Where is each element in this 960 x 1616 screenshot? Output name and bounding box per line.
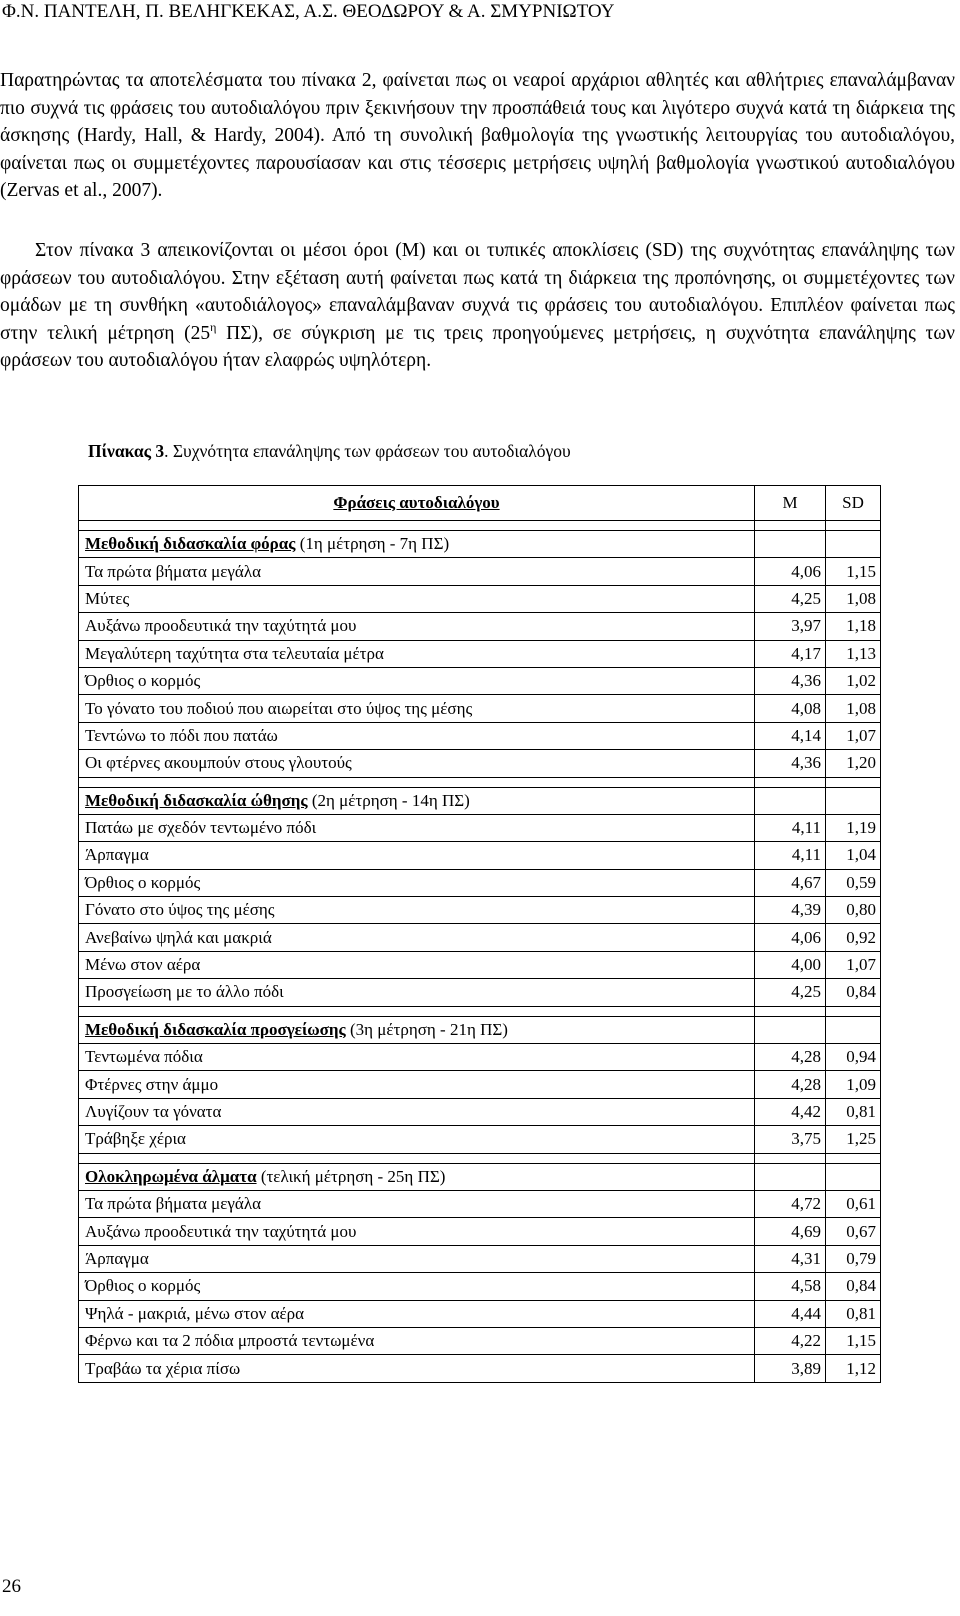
table-row: [79, 640, 881, 667]
table-row: [79, 1044, 881, 1071]
phrase-cell: Οι φτέρνες ακουμπούν στους γλουτούς: [79, 750, 755, 777]
header-phrase: Φράσεις αυτοδιαλόγου: [79, 486, 755, 521]
phrase-cell: Τα πρώτα βήματα μεγάλα: [79, 1190, 755, 1217]
sd-cell: 0,59: [826, 869, 881, 896]
sd-cell: 1,09: [826, 1071, 881, 1098]
sd-cell: 1,25: [826, 1126, 881, 1153]
m-cell: 4,31: [755, 1245, 826, 1272]
m-cell: 4,11: [755, 814, 826, 841]
section-title-rest: (1η μέτρηση - 7η ΠΣ): [295, 534, 450, 554]
phrase-cell: Άρπαγμα: [79, 1245, 755, 1272]
sd-cell: 0,94: [826, 1044, 881, 1071]
sd-cell: 1,08: [826, 585, 881, 612]
section-spacer: [79, 777, 881, 787]
sd-cell: 0,84: [826, 979, 881, 1006]
section-empty-cell: [755, 531, 826, 558]
sd-cell: 0,67: [826, 1218, 881, 1245]
phrase-cell: Μύτες: [79, 585, 755, 612]
sd-cell: 0,61: [826, 1190, 881, 1217]
phrase-cell: Πατάω με σχεδόν τεντωμένο πόδι: [79, 814, 755, 841]
m-cell: 4,44: [755, 1300, 826, 1327]
sd-cell: 1,13: [826, 640, 881, 667]
m-cell: 4,06: [755, 924, 826, 951]
table-row: [79, 1071, 881, 1098]
table-row: [79, 979, 881, 1006]
sd-cell: 1,07: [826, 951, 881, 978]
sd-cell: 1,19: [826, 814, 881, 841]
phrase-cell: Προσγείωση με το άλλο πόδι: [79, 979, 755, 1006]
spacer-cell: [79, 1153, 755, 1163]
sd-cell: 0,80: [826, 897, 881, 924]
table-row: [79, 1273, 881, 1300]
spacer-cell: [79, 777, 755, 787]
section-title-row: [79, 531, 881, 558]
table-row: [79, 750, 881, 777]
m-cell: 4,11: [755, 842, 826, 869]
table-caption-text: . Συχνότητα επανάληψης των φράσεων του αυτοδιαλόγου: [164, 441, 571, 461]
m-cell: 4,36: [755, 750, 826, 777]
sd-cell: 0,81: [826, 1300, 881, 1327]
phrase-cell: Το γόνατο του ποδιού που αιωρείται στο ύψος της μέσης: [79, 695, 755, 722]
phrase-cell: Όρθιος ο κορμός: [79, 667, 755, 694]
sd-cell: 1,20: [826, 750, 881, 777]
m-cell: 4,25: [755, 585, 826, 612]
m-cell: 4,06: [755, 558, 826, 585]
phrase-cell: Λυγίζουν τα γόνατα: [79, 1098, 755, 1125]
section-empty-cell: [755, 1163, 826, 1190]
sd-cell: 1,15: [826, 1327, 881, 1354]
table-row: [79, 613, 881, 640]
section-title: [79, 1163, 755, 1190]
sd-cell: 0,81: [826, 1098, 881, 1125]
phrase-cell: Όρθιος ο κορμός: [79, 1273, 755, 1300]
sd-cell: 0,92: [826, 924, 881, 951]
section-title-bold: Μεθοδική διδασκαλία προσγείωσης: [85, 1019, 346, 1039]
table-row: [79, 722, 881, 749]
section-title: [79, 787, 755, 814]
section-empty-cell: [826, 1163, 881, 1190]
phrase-cell: Τεντωμένα πόδια: [79, 1044, 755, 1071]
running-header: Φ.Ν. ΠΑΝΤΕΛΗ, Π. ΒΕΛΗΓΚΕΚΑΣ, Α.Σ. ΘΕΟΔΩΡΟΥ & Α. ΣΜΥΡΝΙΩΤΟΥ: [2, 1, 615, 22]
table-row: [79, 558, 881, 585]
phrase-cell: Αυξάνω προοδευτικά την ταχύτητά μου: [79, 1218, 755, 1245]
m-cell: 4,58: [755, 1273, 826, 1300]
section-empty-cell: [826, 787, 881, 814]
m-cell: 4,28: [755, 1044, 826, 1071]
spacer-cell: [79, 1006, 755, 1016]
table-caption: [88, 439, 571, 463]
m-cell: 4,14: [755, 722, 826, 749]
m-cell: 4,69: [755, 1218, 826, 1245]
phrase-cell: Μεγαλύτερη ταχύτητα στα τελευταία μέτρα: [79, 640, 755, 667]
phrase-cell: Γόνατο στο ύψος της μέσης: [79, 897, 755, 924]
m-cell: 4,28: [755, 1071, 826, 1098]
m-cell: 4,39: [755, 897, 826, 924]
sd-cell: 1,08: [826, 695, 881, 722]
table-row: [79, 1245, 881, 1272]
section-empty-cell: [755, 1016, 826, 1043]
section-title-rest: (τελική μέτρηση - 25η ΠΣ): [256, 1166, 446, 1186]
section-empty-cell: [826, 531, 881, 558]
section-title: [79, 531, 755, 558]
sd-cell: 0,79: [826, 1245, 881, 1272]
paragraph-1: Παρατηρώντας τα αποτελέσματα του πίνακα 2, φαίνεται πως οι νεαροί αρχάριοι αθλητές και αθλήτριες επαναλάμβαναν πιο συχνά τις φράσεις του αυτοδιαλόγου πριν ξεκινήσουν την προσπάθειά τους και λιγότερο συχνά κατά τη διάρκεια της άσκησης (Hardy, Hall, & Hardy, 2004). Από τη συνολική βαθμολογία της γνωστικής λειτουργίας του αυτοδιαλόγου, φαίνεται πως οι συμμετέχοντες παρουσίασαν και στις τέσσερις μετρήσεις υψηλή βαθμολογία γνωστικού αυτοδιαλόγου (Zervas et al., 2007).: [0, 70, 955, 202]
section-spacer: [79, 1153, 881, 1163]
sd-cell: 1,07: [826, 722, 881, 749]
phrase-cell: Τεντώνω το πόδι που πατάω: [79, 722, 755, 749]
table-caption-label: Πίνακας 3: [88, 441, 165, 461]
phrase-cell: Όρθιος ο κορμός: [79, 869, 755, 896]
frequency-table: [78, 485, 881, 1383]
table-row: [79, 1300, 881, 1327]
m-cell: 3,89: [755, 1355, 826, 1382]
phrase-cell: Μένω στον αέρα: [79, 951, 755, 978]
table-row: [79, 897, 881, 924]
spacer-cell: [79, 521, 755, 531]
paragraph-2: [0, 237, 955, 375]
spacer-cell: [755, 777, 826, 787]
m-cell: 4,00: [755, 951, 826, 978]
m-cell: 4,17: [755, 640, 826, 667]
section-title-bold: Ολοκληρωμένα άλματα: [85, 1166, 257, 1186]
spacer-cell: [755, 1006, 826, 1016]
table-row: [79, 1355, 881, 1382]
table-row: [79, 1218, 881, 1245]
header-m: M: [755, 486, 826, 521]
page-number: 26: [2, 1576, 21, 1597]
table-row: [79, 1126, 881, 1153]
phrase-cell: Τραβάω τα χέρια πίσω: [79, 1355, 755, 1382]
m-cell: 4,08: [755, 695, 826, 722]
table-header-row: [79, 486, 881, 521]
m-cell: 4,72: [755, 1190, 826, 1217]
section-title: [79, 1016, 755, 1043]
section-title-row: [79, 1163, 881, 1190]
phrase-cell: Ψηλά - μακριά, μένω στον αέρα: [79, 1300, 755, 1327]
table-row: [79, 814, 881, 841]
section-title-rest: (2η μέτρηση - 14η ΠΣ): [307, 790, 470, 810]
phrase-cell: Φτέρνες στην άμμο: [79, 1071, 755, 1098]
section-empty-cell: [826, 1016, 881, 1043]
table-row: [79, 1190, 881, 1217]
table-row: [79, 695, 881, 722]
table-row: [79, 1327, 881, 1354]
paragraph-2-text-a: Στον πίνακα 3 απεικονίζονται οι μέσοι όροι (M) και οι τυπικές αποκλίσεις (SD) της συχνότητας επανάληψης των φράσεων του αυτοδιαλόγου. Στην εξέταση αυτή φαίνεται πως κατά τη διάρκεια της προπόνησης, οι συμμετέχοντες των ομάδων με τη συνθήκη «αυτοδιάλογος» επαναλάμβαναν συχνά τις φράσεις του αυτοδιαλόγου. Επιπλέον φαίνεται πως στην τελική μέτρηση (25: [0, 240, 955, 344]
phrase-cell: Αυξάνω προοδευτικά την ταχύτητά μου: [79, 613, 755, 640]
spacer-cell: [826, 1153, 881, 1163]
table-body: [79, 486, 881, 1383]
table-row: [79, 585, 881, 612]
phrase-cell: Ανεβαίνω ψηλά και μακριά: [79, 924, 755, 951]
sd-cell: 1,12: [826, 1355, 881, 1382]
table-row: [79, 869, 881, 896]
spacer-cell: [826, 777, 881, 787]
table-row: [79, 667, 881, 694]
sd-cell: 1,18: [826, 613, 881, 640]
section-spacer: [79, 521, 881, 531]
header-sd: SD: [826, 486, 881, 521]
spacer-cell: [755, 1153, 826, 1163]
table-row: [79, 1098, 881, 1125]
phrase-cell: Φέρνω και τα 2 πόδια μπροστά τεντωμένα: [79, 1327, 755, 1354]
m-cell: 3,75: [755, 1126, 826, 1153]
table-row: [79, 951, 881, 978]
paragraph-2-text-b: ΠΣ), σε σύγκριση με τις τρεις προηγούμενες μετρήσεις, η συχνότητα επανάληψης των φράσεων του αυτοδιαλόγου ήταν ελαφρώς υψηλότερη.: [0, 322, 955, 372]
sd-cell: 1,04: [826, 842, 881, 869]
section-spacer: [79, 1006, 881, 1016]
section-title-rest: (3η μέτρηση - 21η ΠΣ): [345, 1019, 508, 1039]
superscript: η: [210, 319, 217, 334]
section-empty-cell: [755, 787, 826, 814]
table-row: [79, 842, 881, 869]
m-cell: 4,22: [755, 1327, 826, 1354]
section-title-row: [79, 787, 881, 814]
m-cell: 4,36: [755, 667, 826, 694]
phrase-cell: Άρπαγμα: [79, 842, 755, 869]
section-title-bold: Μεθοδική διδασκαλία ώθησης: [85, 790, 308, 810]
spacer-cell: [826, 521, 881, 531]
spacer-cell: [755, 521, 826, 531]
phrase-cell: Τα πρώτα βήματα μεγάλα: [79, 558, 755, 585]
m-cell: 4,42: [755, 1098, 826, 1125]
section-title-row: [79, 1016, 881, 1043]
sd-cell: 1,15: [826, 558, 881, 585]
sd-cell: 1,02: [826, 667, 881, 694]
sd-cell: 0,84: [826, 1273, 881, 1300]
section-title-bold: Μεθοδική διδασκαλία φόρας: [85, 534, 296, 554]
spacer-cell: [826, 1006, 881, 1016]
table-row: [79, 924, 881, 951]
m-cell: 4,25: [755, 979, 826, 1006]
m-cell: 3,97: [755, 613, 826, 640]
m-cell: 4,67: [755, 869, 826, 896]
phrase-cell: Τράβηξε χέρια: [79, 1126, 755, 1153]
